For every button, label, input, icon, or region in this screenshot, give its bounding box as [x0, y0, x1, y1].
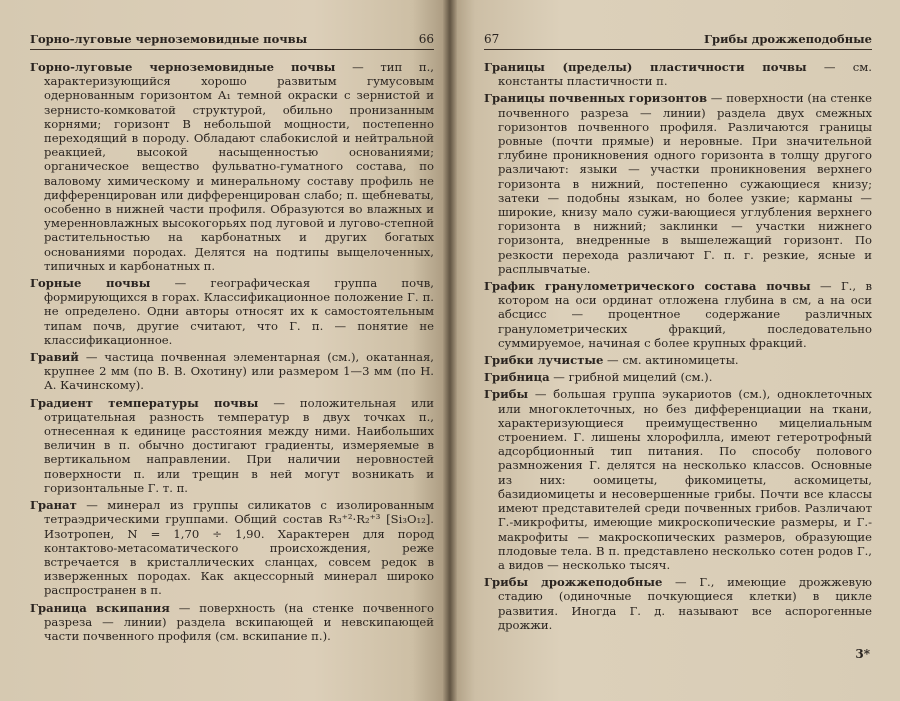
- entry-term: График гранулометрического состава почвы: [484, 279, 811, 294]
- entry-term: Граница вскипания: [30, 600, 170, 615]
- entry-term: Горно-луговые черноземовидные почвы: [30, 60, 336, 74]
- dictionary-entry: [30, 498, 434, 597]
- page-number: 67: [484, 32, 500, 46]
- entry-text: — минерал из группы силикатов с изолированным тетраэдрическими группами. Общий состав R₃⁺²·R₂⁺³ [Si₃O₁₂]. Изотропен, N = 1,70 ÷ 1,90. Характерен для пород контактово-метасоматического происхождения, реже встречается в кристаллических сланцах, совсем редок в изверженных породах. Как акцессорный минерал широко распространен в п.: [44, 498, 434, 598]
- running-head: Грибы дрожжеподобные: [704, 32, 872, 46]
- dictionary-entry: [484, 353, 872, 367]
- entry-text: — см. константы пластичности п.: [498, 60, 872, 89]
- entry-text: — географическая группа почв, формирующихся в горах. Классификационное положение Г. п. не определено. Одни авторы относят их к самостоятельным типам почв, другие считают, что Г. п. — понятие не классификационное.: [44, 276, 434, 347]
- entry-term: Гранат: [30, 498, 77, 513]
- entry-text: — Г., в котором на оси ординат отложена глубина в см, а на оси абсцисс — процентное содержание различных гранулометрических фракций, последовательно суммируемое, начиная с более крупных фракций.: [498, 279, 872, 350]
- dictionary-entry: [484, 91, 872, 276]
- entry-text: — Г., имеющие дрожжевую стадию (одиночные почкующиеся клетки) в цикле развития. Иногда Г. д. называют все аспорогенные дрожжи.: [498, 575, 872, 632]
- entry-text: — положительная или отрицательная разность температур в двух точках п., отнесенная к единице расстояния между ними. Наибольших величин в п. обычно достигают градиенты, измеряемые в вертикальном направлении. При наличии неровностей поверхности п. или трещин в ней могут возникать и горизонтальные Г. т. п.: [44, 395, 434, 495]
- book-gutter: [443, 0, 457, 701]
- entry-term: Гравий: [30, 350, 79, 365]
- entry-term: Градиент температуры почвы: [30, 395, 259, 410]
- entry-term: Грибы дрожжеподобные: [484, 575, 663, 590]
- entry-text: — частица почвенная элементарная (см.), окатанная, крупнее 2 мм (по В. В. Охотину) или размером 1—3 мм (по Н. А. Качинскому).: [44, 350, 434, 393]
- dictionary-entry: [30, 396, 434, 495]
- right-page-header: [484, 30, 872, 50]
- running-head: Горно-луговые черноземовидные почвы: [30, 32, 308, 46]
- signature-mark: 3*: [855, 647, 870, 661]
- dictionary-entry: [30, 350, 434, 393]
- entry-term: Грибы: [484, 387, 529, 402]
- page-number: 66: [418, 32, 434, 46]
- dictionary-entry: [484, 575, 872, 632]
- left-page: [0, 0, 448, 701]
- dictionary-entry: [484, 370, 872, 384]
- dictionary-entry: [484, 387, 872, 572]
- entry-text: — тип п., характеризующийся хорошо развитым гумусовым одернованным горизонтом A₁ темной окраски с зернистой и зернисто-комковатой структурой, обильно пронизанным корнями; горизонт B небольшой мощности, постепенно переходящий в породу. Обладают слабокислой и нейтральной реакцией, высокой насыщенностью основаниями; органическое вещество фульватно-гуматного состава, по валовому химическому и минеральному составу профиль не дифференцирован или дифференцирован слабо; п. щебневаты, особенно в нижней части профиля. Образуются во влажных и умеренновлажных высокогорьях под луговой и лугово-степной растительностью на карбонатных и других богатых основаниями породах. Делятся на подтипы выщелоченных, типичных и карбонатных п.: [44, 60, 434, 273]
- dictionary-entry: [484, 60, 872, 88]
- entry-text: — поверхность (на стенке почвенного разреза — линии) раздела вскипающей и невскипающей части почвенного профиля (см. вскипание п.).: [44, 600, 434, 643]
- entry-text: — поверхности (на стенке почвенного разреза — линии) раздела двух смежных горизонтов почвенного профиля. Различаются границы ровные (почти прямые) и неровные. При значительной глубине проникновения одного горизонта в толщу другого различают: языки — участки проникновения верхнего горизонта в нижний, постепенно сужающиеся книзу; затеки — подобны языкам, но более узкие; карманы — широкие, книзу мало сужи-вающиеся углубления верхнего горизонта в нижний; заклинки — участки нижнего горизонта, внедренные в вышележащий горизонт. По резкости перехода различают Г. п. г. резкие, ясные и расплывчатые.: [498, 91, 872, 276]
- entry-term: Горные почвы: [30, 276, 151, 291]
- entry-term: Границы почвенных горизонтов: [484, 91, 707, 106]
- entry-text: — грибной мицелий (см.).: [549, 370, 713, 385]
- entry-term: Границы (пределы) пластичности почвы: [484, 60, 807, 74]
- right-entries: [484, 60, 872, 632]
- right-page: [448, 0, 900, 701]
- left-page-header: [30, 30, 434, 50]
- dictionary-entry: [30, 60, 434, 273]
- dictionary-entry: [30, 601, 434, 644]
- entry-text: — большая группа эукариотов (см.), одноклеточных или многоклеточных, но без дифференциации на ткани, характеризующиеся преимущественно мицелиальным строением. Г. лишены хлорофилла, имеют гетеротрофный адсорбционный тип питания. По способу полового размножения Г. делятся на несколько классов. Основные из них: оомицеты, фикомицеты, аскомицеты, базидиомицеты и несовершенные грибы. Почти все классы имеют представителей среди почвенных грибов. Различают Г.-микрофиты, имеющие микроскопические размеры, и Г.-макрофиты — макроскопических размеров, образующие плодовые тела. В п. представлено несколько сотен родов Г., а видов — несколько тысяч.: [498, 387, 872, 572]
- dictionary-entry: [484, 279, 872, 350]
- entry-term: Грибки лучистые: [484, 353, 604, 368]
- entry-term: Грибница: [484, 370, 550, 385]
- entry-text: — см. актиномицеты.: [603, 353, 739, 368]
- dictionary-entry: [30, 276, 434, 347]
- left-entries: [30, 60, 434, 643]
